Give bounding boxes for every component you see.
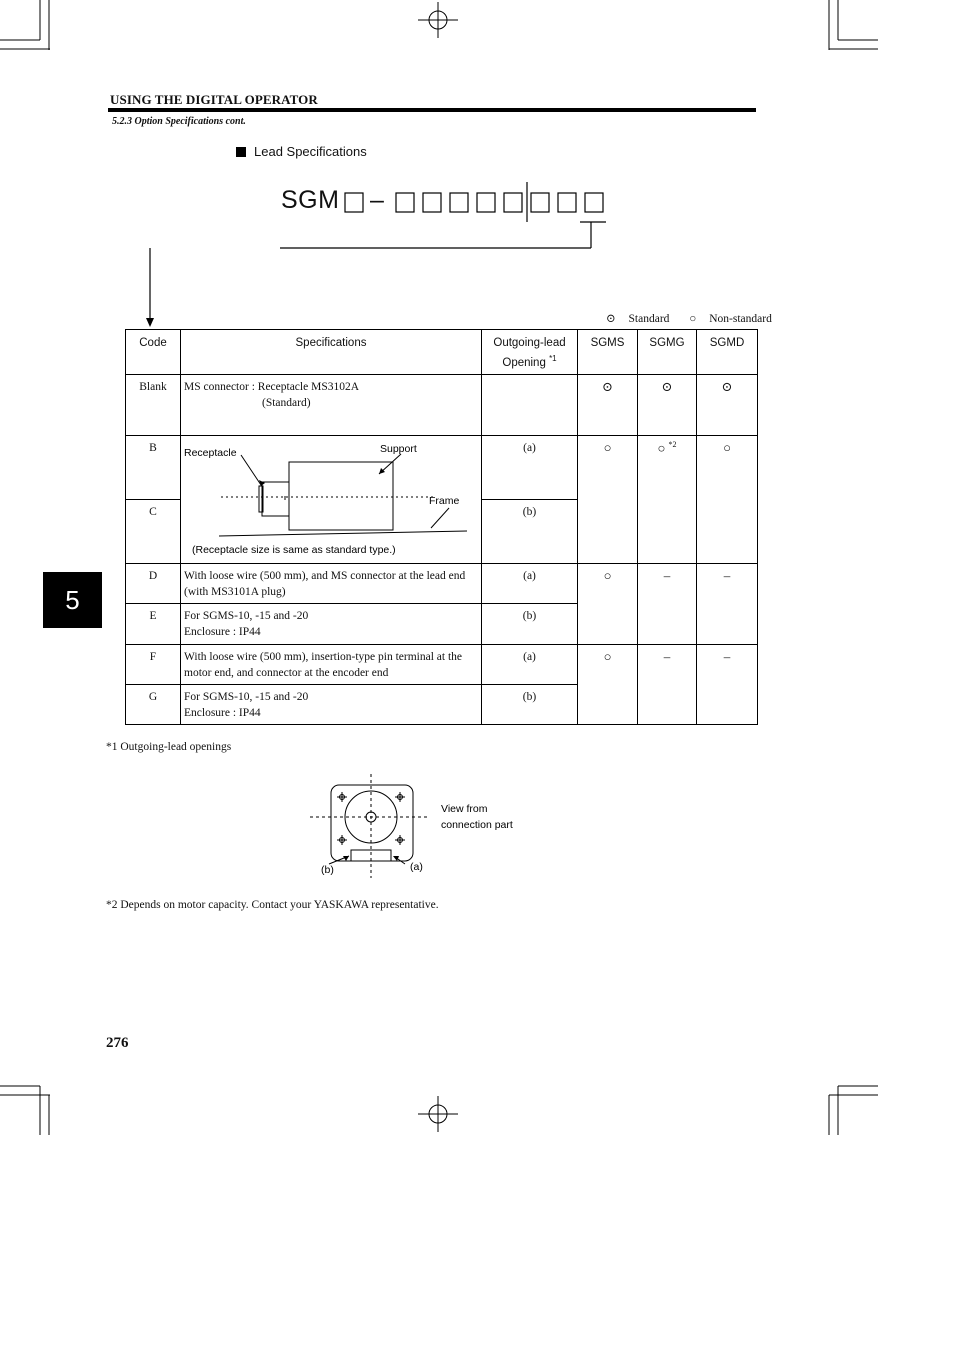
code-box <box>423 193 441 212</box>
lead-heading-text: Lead Specifications <box>254 144 367 159</box>
table-row <box>126 436 758 500</box>
sgmd-de: – <box>697 564 758 645</box>
code-box <box>345 193 363 212</box>
drawing-caption: (Receptacle size is same as standard type.) <box>192 544 396 556</box>
spec-g: For SGMS-10, -15 and -20 Enclosure : IP44 <box>181 685 482 725</box>
sgmg-de: – <box>638 564 697 645</box>
spec-blank: MS connector : Receptacle MS3102A (Standard) <box>181 375 482 436</box>
table-header-row <box>126 330 758 375</box>
code-e: E <box>126 604 181 645</box>
code-box <box>477 193 495 212</box>
lead-spec-table <box>125 329 758 725</box>
spec-d: With loose wire (500 mm), and MS connector at the lead end (with MS3101A plug) <box>181 564 482 604</box>
code-b: B <box>126 436 181 500</box>
receptacle-drawing <box>181 436 481 562</box>
spec-f: With loose wire (500 mm), insertion-type pin terminal at the motor end, and connector at the encoder end <box>181 645 482 685</box>
opening-c: (b) <box>482 500 578 564</box>
spec-e: For SGMS-10, -15 and -20 Enclosure : IP44 <box>181 604 482 645</box>
sgmg-bc: ○ $^{*2}$ <box>638 436 697 564</box>
subsection-title: 5.2.3 Option Specifications cont. <box>112 116 246 127</box>
col-opening: Outgoing-lead Opening $^{*1}$ <box>482 330 578 375</box>
model-dash: – <box>370 186 384 214</box>
table-row <box>126 645 758 685</box>
col-spec: Specifications <box>181 330 482 375</box>
label-b: (b) <box>321 864 334 876</box>
pointer-arrow <box>140 246 160 330</box>
code-c: C <box>126 500 181 564</box>
col-sgmd: SGMD <box>697 330 758 375</box>
view-label-line1: View from <box>441 803 488 815</box>
chapter-tab: 5 <box>43 572 102 628</box>
sgms-blank: ⊙ <box>578 375 638 436</box>
code-f: F <box>126 645 181 685</box>
label-frame: Frame <box>429 495 460 507</box>
page-number: 276 <box>106 1035 129 1051</box>
table-row <box>126 564 758 604</box>
label-support: Support <box>380 443 417 455</box>
nonstandard-circle-icon: ○ <box>689 313 697 325</box>
view-label-line2: connection part <box>441 819 513 831</box>
section-title: USING THE DIGITAL OPERATOR <box>110 92 318 107</box>
col-sgmg: SGMG <box>638 330 697 375</box>
outgoing-lead-diagram <box>305 772 535 882</box>
sgmd-bc: ○ <box>697 436 758 564</box>
opening-e: (b) <box>482 604 578 645</box>
lead-heading <box>236 144 367 159</box>
code-box <box>396 193 414 212</box>
col-code: Code <box>126 330 181 375</box>
opening-note: *1 <box>549 354 557 363</box>
square-bullet-icon <box>236 147 246 157</box>
legend <box>606 311 792 325</box>
legend-nonstandard: ○ Non-standard <box>689 313 772 325</box>
code-box <box>585 193 603 212</box>
spec-bc-drawing <box>181 436 482 564</box>
code-box <box>558 193 576 212</box>
sgmd-fg: – <box>697 645 758 725</box>
sgmd-blank: ⊙ <box>697 375 758 436</box>
code-box <box>450 193 468 212</box>
code-box <box>531 193 549 212</box>
sgms-bc: ○ <box>578 436 638 564</box>
label-a: (a) <box>410 861 423 873</box>
col-sgms: SGMS <box>578 330 638 375</box>
opening-f: (a) <box>482 645 578 685</box>
code-blank: Blank <box>126 375 181 436</box>
opening-d: (a) <box>482 564 578 604</box>
model-prefix: SGM <box>281 186 340 214</box>
label-receptacle: Receptacle <box>184 447 237 459</box>
table-row <box>126 375 758 436</box>
opening-b: (a) <box>482 436 578 500</box>
legend-standard: ⊙ Standard <box>606 313 670 325</box>
sgmg-blank: ⊙ <box>638 375 697 436</box>
header-rule <box>108 108 756 112</box>
code-d: D <box>126 564 181 604</box>
footnote-1: *1 Outgoing-lead openings <box>106 741 232 753</box>
sgmg-fg: – <box>638 645 697 725</box>
sgms-de: ○ <box>578 564 638 645</box>
sgms-fg: ○ <box>578 645 638 725</box>
code-g: G <box>126 685 181 725</box>
sgmg-note: *2 <box>668 440 677 449</box>
footnote-2: *2 Depends on motor capacity. Contact your YASKAWA representative. <box>106 899 439 911</box>
code-box <box>504 193 522 212</box>
standard-circle-icon: ⊙ <box>606 313 616 325</box>
opening-g: (b) <box>482 685 578 725</box>
opening-blank <box>482 375 578 436</box>
